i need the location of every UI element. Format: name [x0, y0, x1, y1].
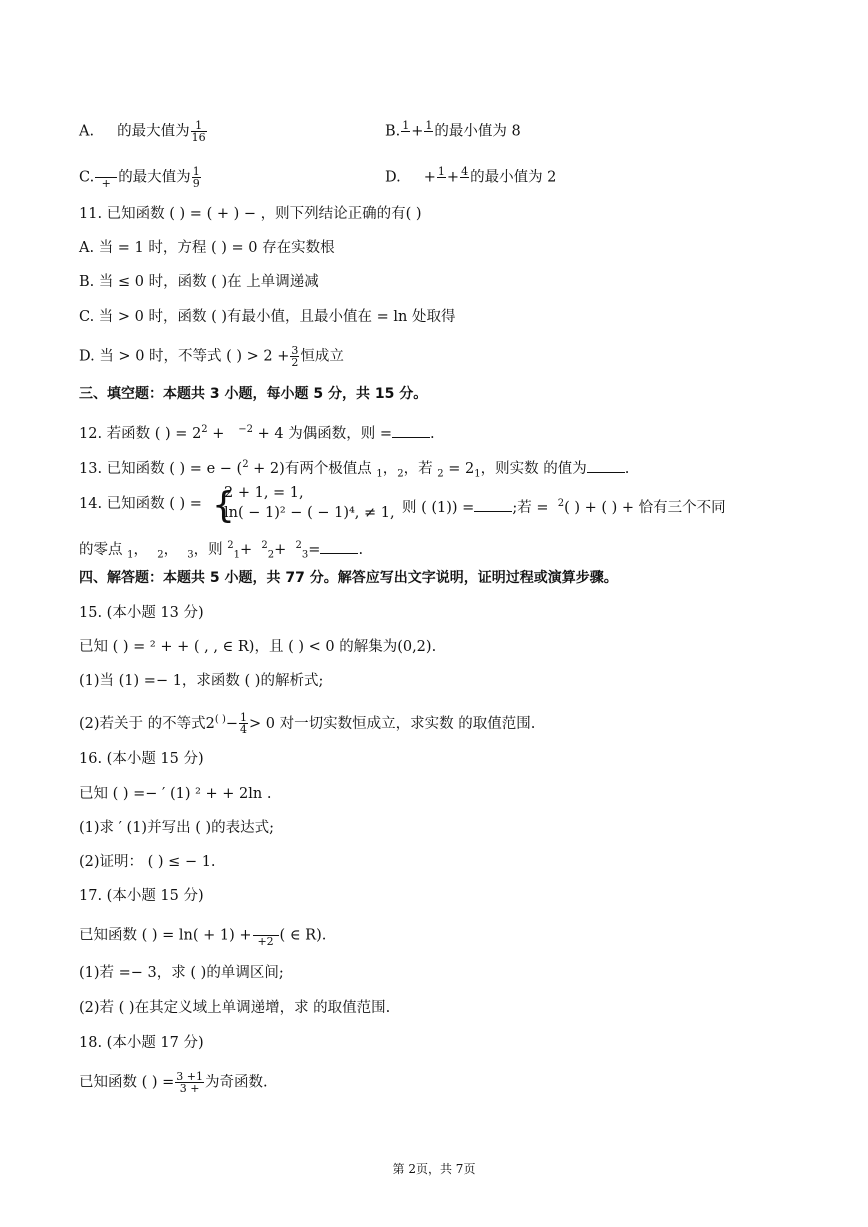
- option-text: 的最小值为 2: [470, 169, 557, 186]
- comma: ，: [382, 460, 398, 477]
- period: .: [624, 460, 630, 477]
- question-text: ( ∈ R).: [279, 927, 327, 944]
- q12: [79, 420, 435, 444]
- question-text: 则 ( (1)) =: [402, 499, 475, 516]
- q14-case-2: ln( − 1)² − ( − 1)⁴, ≠ 1,: [224, 505, 395, 521]
- page-footer: 第 2页，共 7页: [392, 1162, 476, 1176]
- section-4-heading: 四、解答题：本题共 5 小题，共 77 分。解答应写出文字说明，证明过程或演算步骤。: [79, 570, 618, 586]
- q15-header: 15. (本小题 13 分): [79, 605, 204, 621]
- superscript: ( ): [214, 714, 226, 725]
- fraction-num: 3 +1: [176, 1070, 204, 1083]
- subscript: 1: [376, 468, 383, 480]
- period: .: [429, 425, 435, 442]
- fraction-num: 1: [191, 120, 207, 132]
- fraction-num: 1: [437, 165, 445, 178]
- q10-option-d: [385, 166, 556, 189]
- fraction-den: 16: [191, 131, 206, 144]
- option-label: C.: [79, 169, 95, 186]
- question-text: 已知函数 ( ) = ln( + 1) +: [79, 927, 252, 944]
- q16-part-2: (2)证明： ( ) ≤ − 1.: [79, 854, 216, 870]
- fraction: [192, 166, 201, 189]
- fraction: [95, 166, 117, 189]
- fraction-den: 3 +: [179, 1082, 200, 1095]
- question-text: ，则实数 的值为: [480, 460, 587, 477]
- fraction-num: 1: [425, 119, 433, 132]
- q10-option-c: [79, 166, 202, 189]
- q11-option-a: A. 当 = 1 时，方程 ( ) = 0 存在实数根: [79, 240, 335, 256]
- q14-case-1: 2 + 1, = 1,: [224, 485, 304, 501]
- q17-header: 17. (本小题 15 分): [79, 888, 204, 904]
- question-text: ;若 =: [512, 499, 549, 516]
- question-text: ，则: [193, 541, 223, 558]
- q16-part-1: (1)求 ′ (1)并写出 ( )的表达式;: [79, 820, 275, 836]
- fraction-den: [437, 178, 446, 189]
- q15-part-1: (1)当 (1) =− 1，求函数 ( )的解析式;: [79, 673, 324, 689]
- period: .: [358, 541, 364, 558]
- fraction-den: [401, 132, 410, 143]
- fraction: [191, 120, 207, 143]
- fraction-den: [460, 178, 469, 189]
- q10-option-a: [79, 120, 208, 143]
- superscript: −2: [238, 424, 254, 435]
- q11-option-d: [79, 345, 344, 368]
- question-text: 为奇函数.: [205, 1074, 268, 1091]
- fraction: [401, 120, 410, 143]
- plus-sign: +: [411, 123, 424, 140]
- question-text: > 0 对一切实数恒成立，求实数 的取值范围.: [249, 715, 536, 732]
- subscript: 2: [397, 468, 404, 480]
- q13: [79, 455, 629, 485]
- answer-blank[interactable]: [392, 423, 430, 438]
- question-text: = 2: [448, 460, 475, 477]
- option-text: D. 当 > 0 时，不等式 ( ) > 2 +: [79, 348, 290, 365]
- question-text: 13. 已知函数 ( ) = e − (: [79, 460, 243, 477]
- q18-header: 18. (本小题 17 分): [79, 1035, 204, 1051]
- fraction-den: 2: [291, 356, 299, 369]
- q14-label: 14. 已知函数 ( ) =: [79, 496, 202, 512]
- option-text: 的最大值为: [118, 169, 191, 186]
- fraction-num: 1: [192, 165, 200, 178]
- answer-blank[interactable]: [474, 497, 512, 512]
- option-text: 恒成立: [300, 348, 344, 365]
- plus-sign: +: [423, 169, 436, 186]
- q11-option-b: B. 当 ≤ 0 时，函数 ( )在 上单调递减: [79, 274, 319, 290]
- q15-stem: 已知 ( ) = ² + + ( , , ∈ R)，且 ( ) < 0 的解集为(0,2).: [79, 639, 437, 655]
- fraction-num: 3: [291, 344, 299, 357]
- q15-part-2: [79, 710, 535, 735]
- plus-sign: +: [212, 425, 225, 442]
- question-text: ，若: [403, 460, 433, 477]
- fraction-den: +: [101, 177, 111, 190]
- superscript: 2: [201, 424, 208, 435]
- q17-part-1: (1)若 =− 3，求 ( )的单调区间;: [79, 965, 284, 981]
- answer-blank[interactable]: [587, 458, 625, 473]
- fraction: [437, 166, 446, 189]
- option-label: A.: [79, 123, 95, 140]
- question-text: (2)若关于 的不等式2: [79, 715, 215, 732]
- plus-sign: +: [446, 169, 460, 186]
- q18-stem: [79, 1071, 268, 1094]
- fraction: [239, 712, 248, 735]
- subscript: 1: [474, 468, 481, 480]
- fraction-num: 1: [402, 119, 410, 132]
- question-text: + 4 为偶函数，则 =: [257, 425, 392, 442]
- q10-option-b: [385, 120, 521, 143]
- option-text: 的最大值为: [117, 123, 190, 140]
- question-text: 的零点: [79, 541, 123, 558]
- question-text: =: [308, 541, 321, 558]
- answer-blank[interactable]: [320, 539, 358, 554]
- q14-part: 则 ( (1)) = ;若 = $^2$( ) + ( ) + 恰有三个不同: [402, 498, 726, 516]
- fraction-den: [424, 132, 433, 143]
- q17-stem: [79, 924, 326, 947]
- question-text: + 2)有两个极值点: [253, 460, 372, 477]
- fraction: [460, 166, 469, 189]
- piecewise-brace: {: [212, 485, 235, 526]
- fraction-den: 4: [240, 723, 248, 737]
- section-3-heading: 三、填空题：本题共 3 小题，每小题 5 分，共 15 分。: [79, 386, 428, 402]
- option-label: D.: [385, 169, 401, 186]
- fraction: [253, 924, 279, 947]
- fraction-den: 9: [192, 177, 200, 190]
- superscript: 2: [242, 459, 249, 470]
- option-text: 的最小值为 8: [434, 123, 521, 140]
- q14-line-2: 的零点 $_1$， $_2$， $_3$，则 $^2_1$+ $^2_2$+ $^2_3$= .: [79, 540, 364, 561]
- fraction: [175, 1071, 204, 1094]
- option-label: B.: [385, 123, 401, 140]
- subscript: 2: [437, 468, 444, 480]
- question-text: 已知函数 ( ) =: [79, 1074, 175, 1091]
- q11-stem: 11. 已知函数 ( ) = ( + ) − ，则下列结论正确的有( ): [79, 206, 422, 222]
- question-text: 12. 若函数 ( ) = 2: [79, 425, 202, 442]
- fraction-num: 4: [461, 165, 469, 178]
- fraction-num: 1: [240, 711, 248, 725]
- q16-stem: 已知 ( ) =− ′ (1) ² + + 2ln .: [79, 786, 272, 802]
- fraction: [290, 345, 299, 368]
- fraction: [424, 120, 433, 143]
- q16-header: 16. (本小题 15 分): [79, 751, 204, 767]
- fraction-den: +2: [257, 935, 274, 948]
- minus-sign: −: [225, 715, 239, 732]
- question-text: ( ) + ( ) + 恰有三个不同: [564, 499, 726, 516]
- q11-option-c: C. 当 > 0 时，函数 ( )有最小值，且最小值在 = ln 处取得: [79, 309, 456, 325]
- q17-part-2: (2)若 ( )在其定义域上单调递增，求 的取值范围.: [79, 1000, 391, 1016]
